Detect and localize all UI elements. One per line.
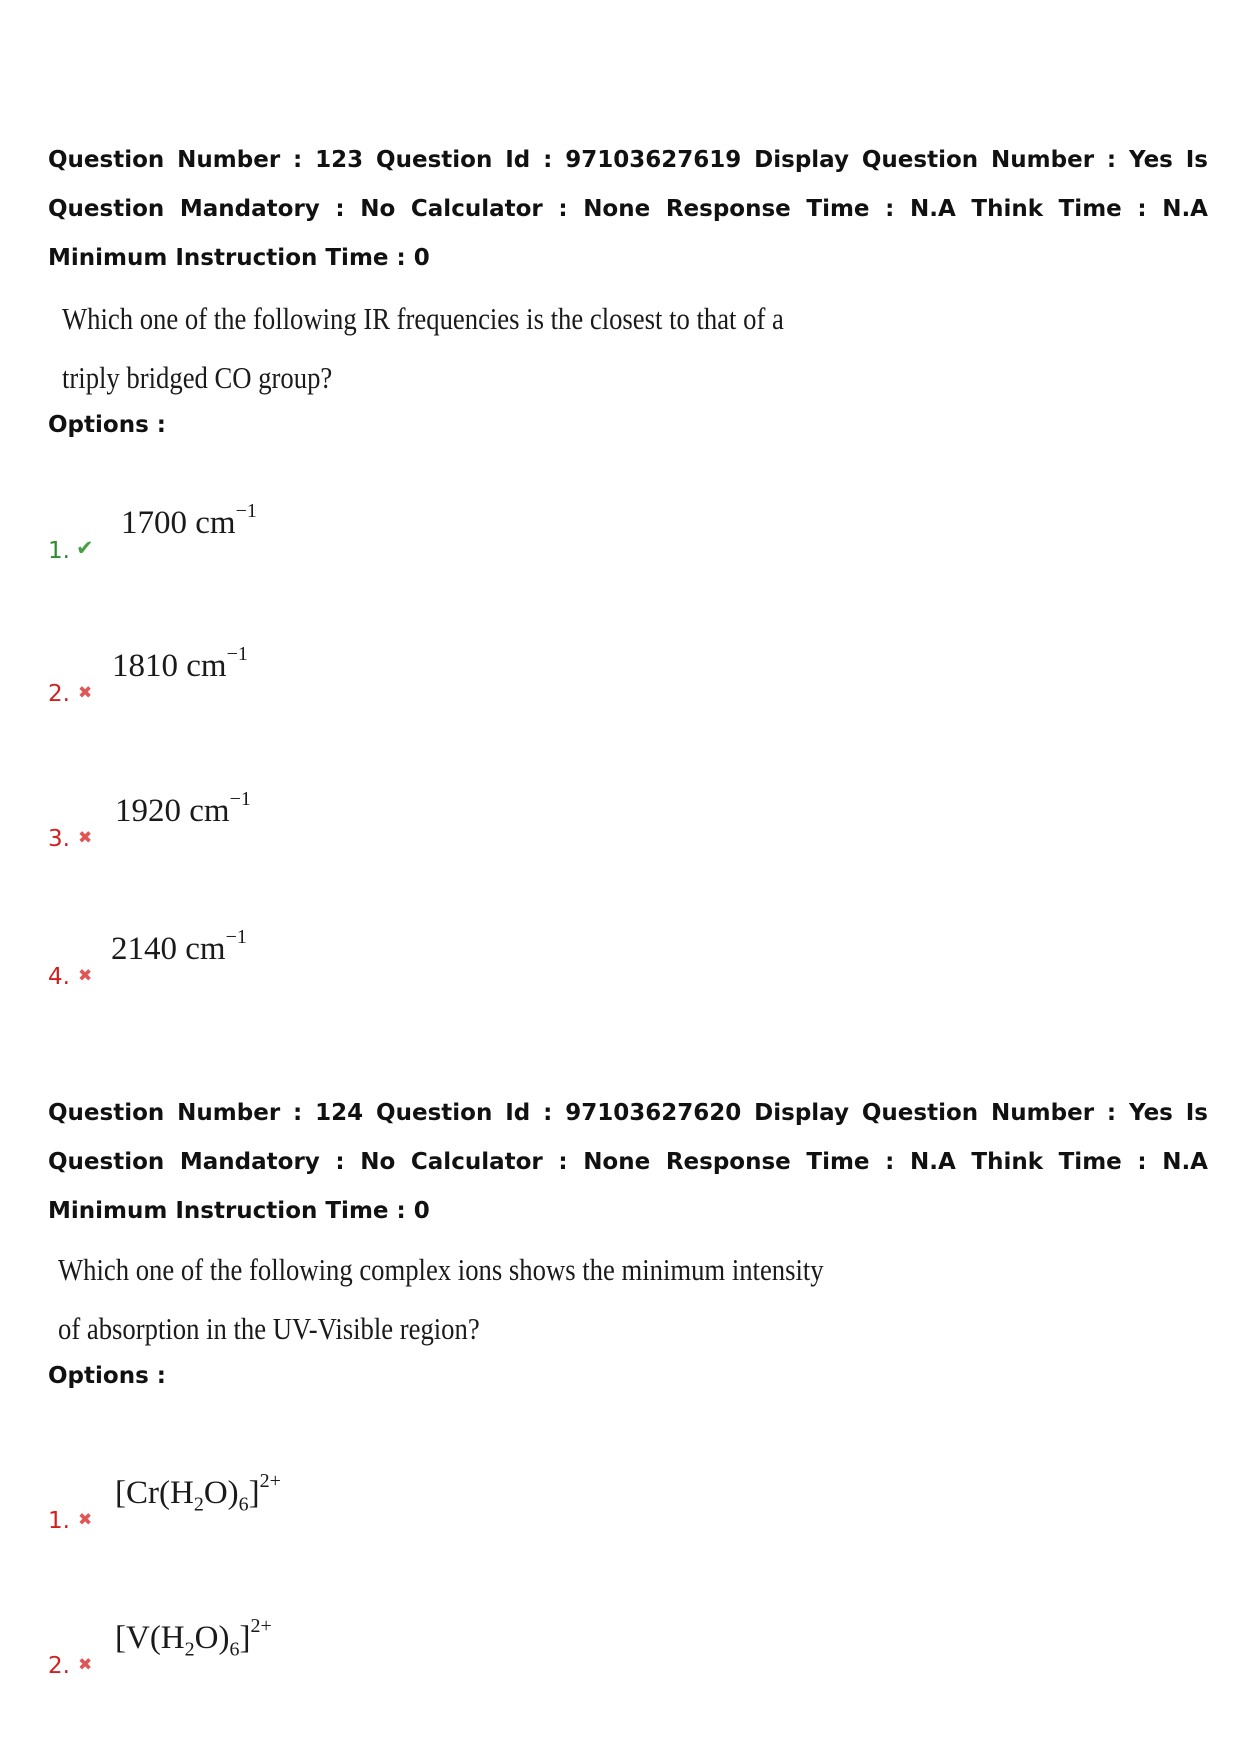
correct-check-icon: ✔ [76,536,94,560]
option-value: $[Cr(H_2O)_6]^{2+}$ [115,1470,281,1516]
question-123 [48,136,1208,443]
wrong-cross-icon: ✖ [78,966,93,986]
wrong-cross-icon: ✖ [78,828,93,848]
option-3 [48,788,648,852]
option-value: 1810 $cm^{-1}$ [112,643,248,684]
option-number: 2. [48,681,70,707]
option-value: $[V(H_2O)_6]^{2+}$ [115,1615,272,1661]
wrong-cross-icon: ✖ [78,683,93,703]
option-number: 4. [48,964,70,990]
option-number: 1. [48,538,70,564]
option-value: 2140 $cm^{-1}$ [111,926,247,967]
option-2 [48,643,648,707]
question-header: Question Number : 123 Question Id : 97103627619 Display Question Number : Yes Is Question Mandatory : No Calculator : None Response Time : N.A Think Time : N.A Minimum Instruction Time : 0 [48,147,1208,271]
option-4 [48,926,648,990]
options-label: Options : [48,1363,166,1389]
options-label: Options : [48,412,166,438]
option-2 [48,1615,648,1679]
option-1 [48,1470,648,1534]
question-text: Which one of the following complex ions shows the minimum intensity of absorption in the UV-Visible region? [58,1252,824,1346]
option-number: 3. [48,826,70,852]
option-value: 1920 $cm^{-1}$ [115,788,251,829]
option-value: 1700 $cm^{-1}$ [121,500,257,541]
question-text: Which one of the following IR frequencies is the closest to that of a triply bridged CO group? [62,301,784,395]
question-124 [48,1089,1208,1394]
option-number: 2. [48,1653,70,1679]
option-1 [48,500,648,564]
wrong-cross-icon: ✖ [78,1510,93,1530]
wrong-cross-icon: ✖ [78,1655,93,1675]
option-number: 1. [48,1508,70,1534]
question-header: Question Number : 124 Question Id : 97103627620 Display Question Number : Yes Is Question Mandatory : No Calculator : None Response Time : N.A Think Time : N.A Minimum Instruction Time : 0 [48,1100,1208,1224]
